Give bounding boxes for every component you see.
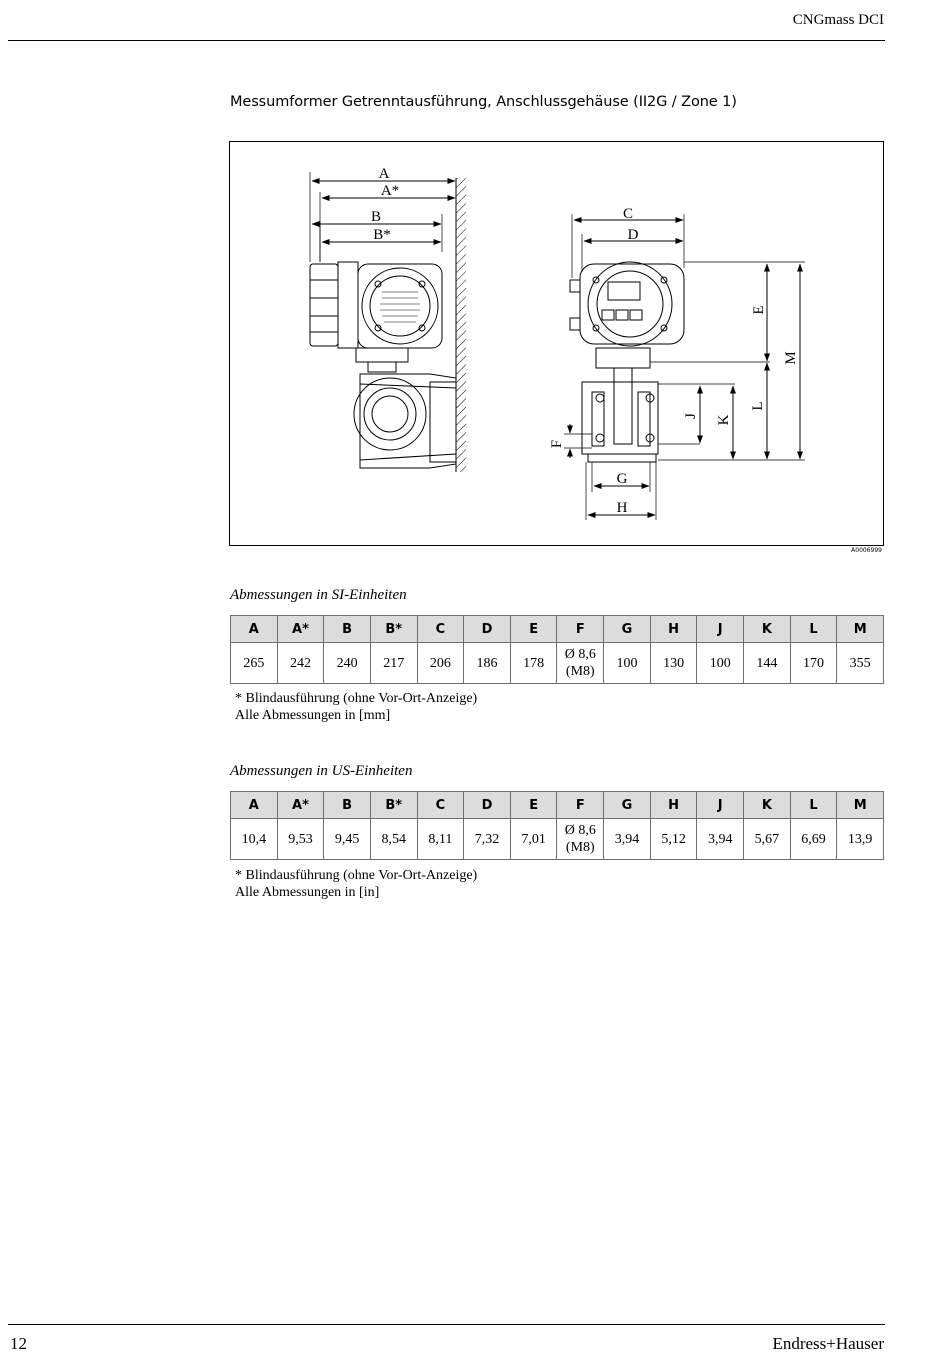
brand-name: Endress+Hauser xyxy=(772,1334,884,1353)
si-header-c: C xyxy=(417,616,464,643)
front-view-drawing xyxy=(564,214,805,520)
si-header-k: K xyxy=(744,616,791,643)
dimension-drawing xyxy=(229,141,884,546)
us-note xyxy=(235,867,477,901)
si-note-units: Alle Abmessungen in [mm] xyxy=(235,708,391,723)
document-title: CNGmass DCI xyxy=(792,12,884,28)
si-header-g: G xyxy=(604,616,651,643)
si-header-m: M xyxy=(837,616,884,643)
label-j: J xyxy=(683,413,699,419)
us-header-l: L xyxy=(790,792,837,819)
us-header-k: K xyxy=(744,792,791,819)
us-header-row xyxy=(231,792,884,819)
us-value-h: 5,12 xyxy=(650,819,697,860)
si-table-caption: Abmessungen in SI-Einheiten xyxy=(230,587,407,603)
si-header-d: D xyxy=(464,616,511,643)
si-value-f-thread: (M8) xyxy=(565,664,595,679)
label-l: L xyxy=(750,401,766,411)
us-header-b: B xyxy=(324,792,371,819)
label-f: F xyxy=(549,439,565,449)
si-value-k: 144 xyxy=(744,643,791,684)
us-value-row xyxy=(231,819,884,860)
si-header-a: A xyxy=(231,616,278,643)
us-header-a-star: A* xyxy=(277,792,324,819)
label-a-star: A* xyxy=(380,183,400,199)
us-value-f xyxy=(557,819,604,860)
si-value-h: 130 xyxy=(650,643,697,684)
page-number: 12 xyxy=(10,1334,27,1353)
us-value-e: 7,01 xyxy=(510,819,557,860)
us-value-f-thread: (M8) xyxy=(565,840,595,855)
us-value-l: 6,69 xyxy=(790,819,837,860)
label-b-star: B* xyxy=(373,227,391,243)
label-d: D xyxy=(627,227,639,243)
section-title: Messumformer Getrenntausführung, Anschlussgehäuse (II2G / Zone 1) xyxy=(230,94,737,110)
us-header-f: F xyxy=(557,792,604,819)
us-table-caption: Abmessungen in US-Einheiten xyxy=(230,763,413,779)
us-value-b-star: 8,54 xyxy=(370,819,417,860)
label-c: C xyxy=(622,206,634,222)
si-header-l: L xyxy=(790,616,837,643)
label-h: H xyxy=(616,500,628,516)
label-k: K xyxy=(716,414,732,426)
us-header-c: C xyxy=(417,792,464,819)
si-value-l: 170 xyxy=(790,643,837,684)
si-header-b: B xyxy=(324,616,371,643)
si-value-a-star: 242 xyxy=(277,643,324,684)
si-header-j: J xyxy=(697,616,744,643)
si-value-e: 178 xyxy=(510,643,557,684)
si-header-h: H xyxy=(650,616,697,643)
si-header-b-star: B* xyxy=(370,616,417,643)
us-value-f-diameter: Ø 8,6 xyxy=(564,823,596,838)
si-value-g: 100 xyxy=(604,643,651,684)
us-value-c: 8,11 xyxy=(417,819,464,860)
si-value-d: 186 xyxy=(464,643,511,684)
si-value-f-diameter: Ø 8,6 xyxy=(564,647,596,662)
si-header-f: F xyxy=(557,616,604,643)
footer-rule xyxy=(8,1324,885,1325)
si-header-row xyxy=(231,616,884,643)
us-note-blind-version: * Blindausführung (ohne Vor-Ort-Anzeige) xyxy=(235,868,478,883)
us-value-j: 3,94 xyxy=(697,819,744,860)
us-value-b: 9,45 xyxy=(324,819,371,860)
us-header-e: E xyxy=(510,792,557,819)
si-value-b-star: 217 xyxy=(370,643,417,684)
label-g: G xyxy=(616,471,628,487)
us-note-units: Alle Abmessungen in [in] xyxy=(235,885,380,900)
header-rule xyxy=(8,40,885,41)
us-header-h: H xyxy=(650,792,697,819)
si-value-j: 100 xyxy=(697,643,744,684)
us-header-a: A xyxy=(231,792,278,819)
si-note xyxy=(235,690,477,724)
us-value-g: 3,94 xyxy=(604,819,651,860)
si-header-e: E xyxy=(510,616,557,643)
si-value-c: 206 xyxy=(417,643,464,684)
label-b: B xyxy=(370,209,382,225)
figure-id: A0006999 xyxy=(851,547,882,554)
si-value-f xyxy=(557,643,604,684)
us-value-a-star: 9,53 xyxy=(277,819,324,860)
label-a: A xyxy=(378,166,390,182)
si-value-row xyxy=(231,643,884,684)
us-header-m: M xyxy=(837,792,884,819)
us-header-b-star: B* xyxy=(370,792,417,819)
label-e: E xyxy=(751,305,767,315)
si-value-m: 355 xyxy=(837,643,884,684)
label-m: M xyxy=(783,351,799,365)
us-header-j: J xyxy=(697,792,744,819)
si-value-b: 240 xyxy=(324,643,371,684)
us-value-d: 7,32 xyxy=(464,819,511,860)
us-value-a: 10,4 xyxy=(231,819,278,860)
us-dimensions-table xyxy=(230,791,884,860)
si-value-a: 265 xyxy=(231,643,278,684)
si-dimensions-table xyxy=(230,615,884,684)
us-value-k: 5,67 xyxy=(744,819,791,860)
us-value-m: 13,9 xyxy=(837,819,884,860)
us-header-g: G xyxy=(604,792,651,819)
side-view-drawing xyxy=(310,172,466,472)
si-note-blind-version: * Blindausführung (ohne Vor-Ort-Anzeige) xyxy=(235,691,478,706)
si-header-a-star: A* xyxy=(277,616,324,643)
us-header-d: D xyxy=(464,792,511,819)
